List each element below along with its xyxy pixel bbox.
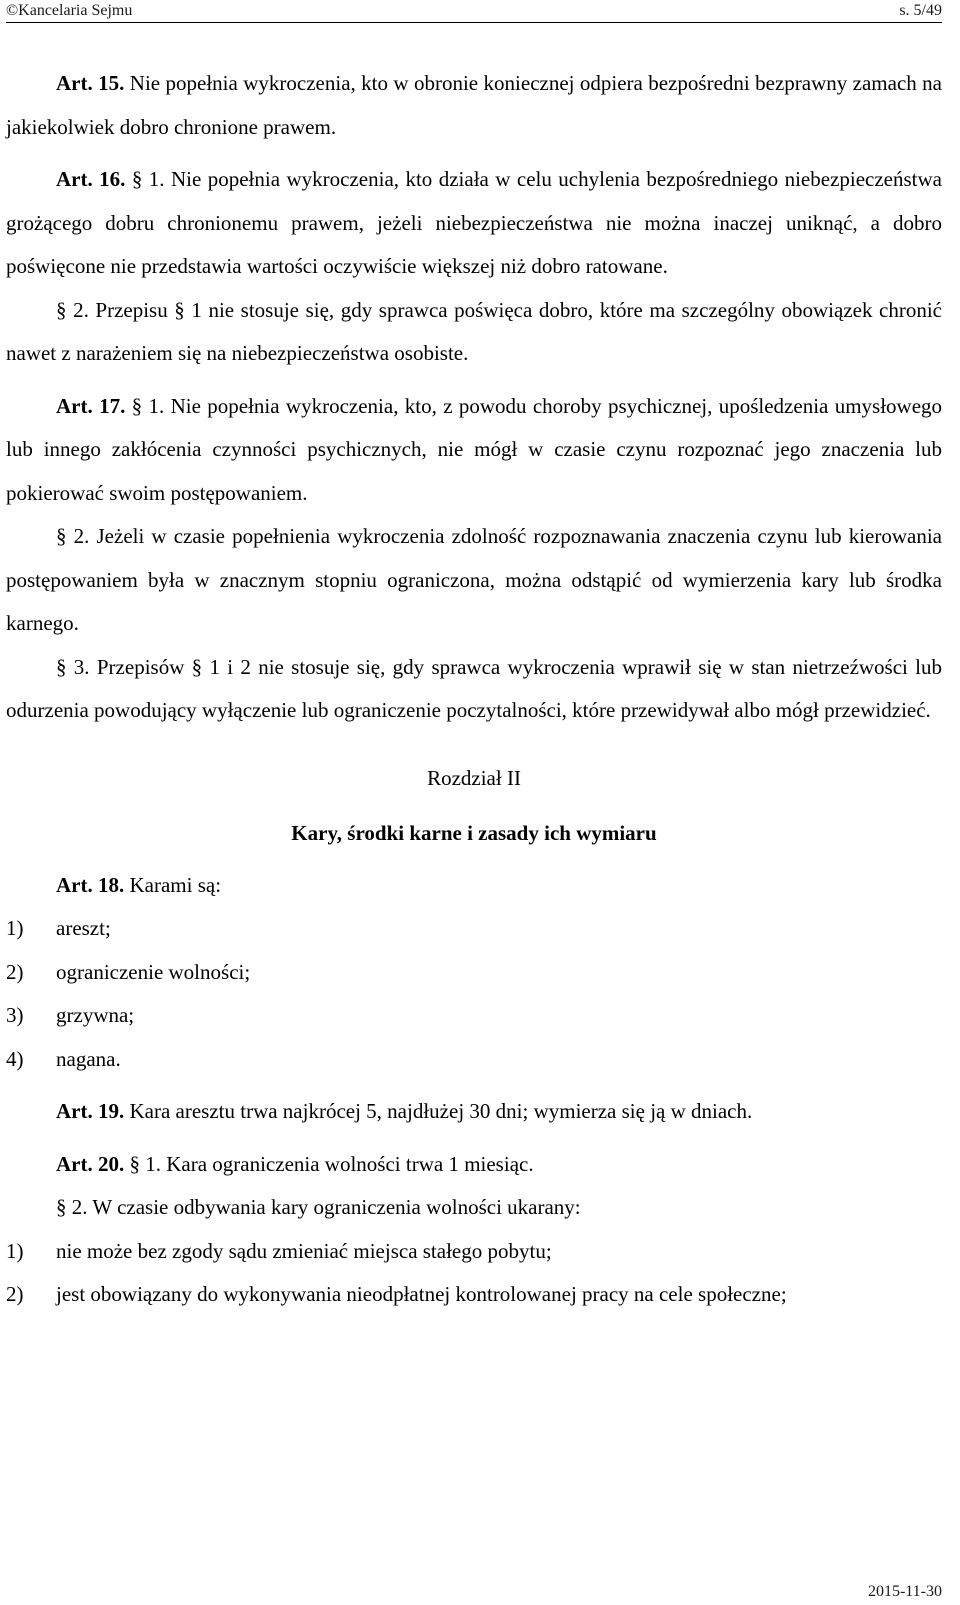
art-20-label: Art. 20. [56, 1151, 125, 1176]
header-page-number: s. 5/49 [899, 2, 942, 19]
art-16-par-2-num: § 2. [56, 297, 89, 322]
art-20-par-1-text: Kara ograniczenia wolności trwa 1 miesiąc. [166, 1151, 534, 1176]
art-17-label: Art. 17. [56, 393, 126, 418]
art-16-par-2 [6, 289, 942, 376]
list-item [6, 1230, 942, 1274]
list-item-num: 1) [6, 916, 24, 940]
art-17-par-2-text: Jeżeli w czasie popełnienia wykroczenia zdolność rozpoznawania znaczenia czynu lub kierowania postępowaniem była w znacznym stopniu ograniczona, można odstąpić od wymierzenia kary lub środka karnego. [6, 524, 942, 635]
art-20-par-1-num: § 1. [129, 1151, 161, 1176]
art-20-list [6, 1230, 942, 1317]
list-item-num: 2) [6, 1282, 24, 1306]
list-item [6, 994, 942, 1038]
art-17-par-2-num: § 2. [56, 524, 90, 548]
list-item-text: areszt; [56, 916, 111, 940]
footer-date: 2015-11-30 [867, 1583, 942, 1600]
art-18-label: Art. 18. [56, 872, 125, 897]
art-16-par-1-text: Nie popełnia wykroczenia, kto działa w celu uchylenia bezpośredniego niebezpieczeństwa grożącego dobru chronionemu prawem, jeżeli niebezpieczeństwa nie można inaczej uniknąć, a dobro poświęcone nie przedstawia wartości oczywiście większej niż dobro ratowane. [6, 167, 942, 278]
art-20-par-2-text: W czasie odbywania kary ograniczenia wolności ukarany: [92, 1195, 581, 1219]
art-15-label: Art. 15. [56, 71, 125, 95]
art-19 [6, 1090, 942, 1134]
art-16-par-1 [6, 158, 942, 289]
art-20-par-2-num: § 2. [56, 1195, 88, 1219]
art-16-par-2-text: Przepisu § 1 nie stosuje się, gdy sprawca poświęca dobro, które ma szczególny obowiązek chronić nawet z narażeniem się na niebezpieczeństwa osobiste. [6, 297, 943, 365]
art-19-label: Art. 19. [56, 1099, 125, 1123]
list-item-num: 2) [6, 959, 24, 984]
art-20-par-1 [6, 1143, 942, 1187]
list-item [6, 1038, 942, 1082]
header-publisher: ©Kancelaria Sejmu [6, 2, 133, 19]
list-item-num: 4) [6, 1046, 24, 1071]
list-item [6, 907, 942, 951]
art-17-par-3-num: § 3. [56, 654, 90, 679]
art-17-par-3 [6, 646, 942, 733]
list-item-text: nagana. [56, 1046, 121, 1071]
list-item-text: jest obowiązany do wykonywania nieodpłatnej kontrolowanej pracy na cele społeczne; [56, 1282, 787, 1306]
list-item-num: 3) [6, 1003, 24, 1027]
art-15-text: Nie popełnia wykroczenia, kto w obronie koniecznej odpiera bezpośredni bezprawny zamach na jakiekolwiek dobro chronione prawem. [6, 71, 943, 139]
chapter-subtitle: Kary, środki karne i zasady ich wymiaru [291, 820, 657, 845]
page-header [6, 0, 942, 23]
art-17-par-1-num: § 1. [131, 393, 165, 418]
chapter-title: Rozdział II [427, 765, 521, 790]
art-19-text: Kara aresztu trwa najkrócej 5, najdłużej 30 dni; wymierza się ją w dniach. [129, 1099, 753, 1123]
art-16-par-1-num: § 1. [131, 167, 165, 191]
list-item [6, 951, 942, 995]
art-17-par-1 [6, 385, 942, 516]
list-item-num: 1) [6, 1238, 24, 1263]
list-item-text: nie może bez zgody sądu zmieniać miejsca stałego pobytu; [56, 1238, 552, 1263]
art-20-par-2 [6, 1186, 942, 1230]
art-17-par-2 [6, 515, 942, 646]
art-18-text: Karami są: [129, 872, 222, 897]
art-15 [6, 62, 942, 149]
art-18-list [6, 907, 942, 1081]
list-item-text: ograniczenie wolności; [56, 959, 251, 984]
art-16-label: Art. 16. [56, 167, 126, 191]
art-18 [6, 864, 942, 908]
document-body [6, 62, 942, 1317]
list-item [6, 1273, 942, 1317]
art-17-par-1-text: Nie popełnia wykroczenia, kto, z powodu choroby psychicznej, upośledzenia umysłowego lub innego zakłócenia czynności psychicznych, nie mógł w czasie czynu rozpoznać jego znaczenia lub pokierować swoim postępowaniem. [6, 393, 943, 505]
art-17-par-3-text: Przepisów § 1 i 2 nie stosuje się, gdy sprawca wykroczenia wprawił się w stan nietrzeźwości lub odurzenia powodujący wyłączenie lub ograniczenie poczytalności, które przewidywał albo mógł przewidzieć. [6, 654, 943, 722]
list-item-text: grzywna; [56, 1003, 135, 1027]
